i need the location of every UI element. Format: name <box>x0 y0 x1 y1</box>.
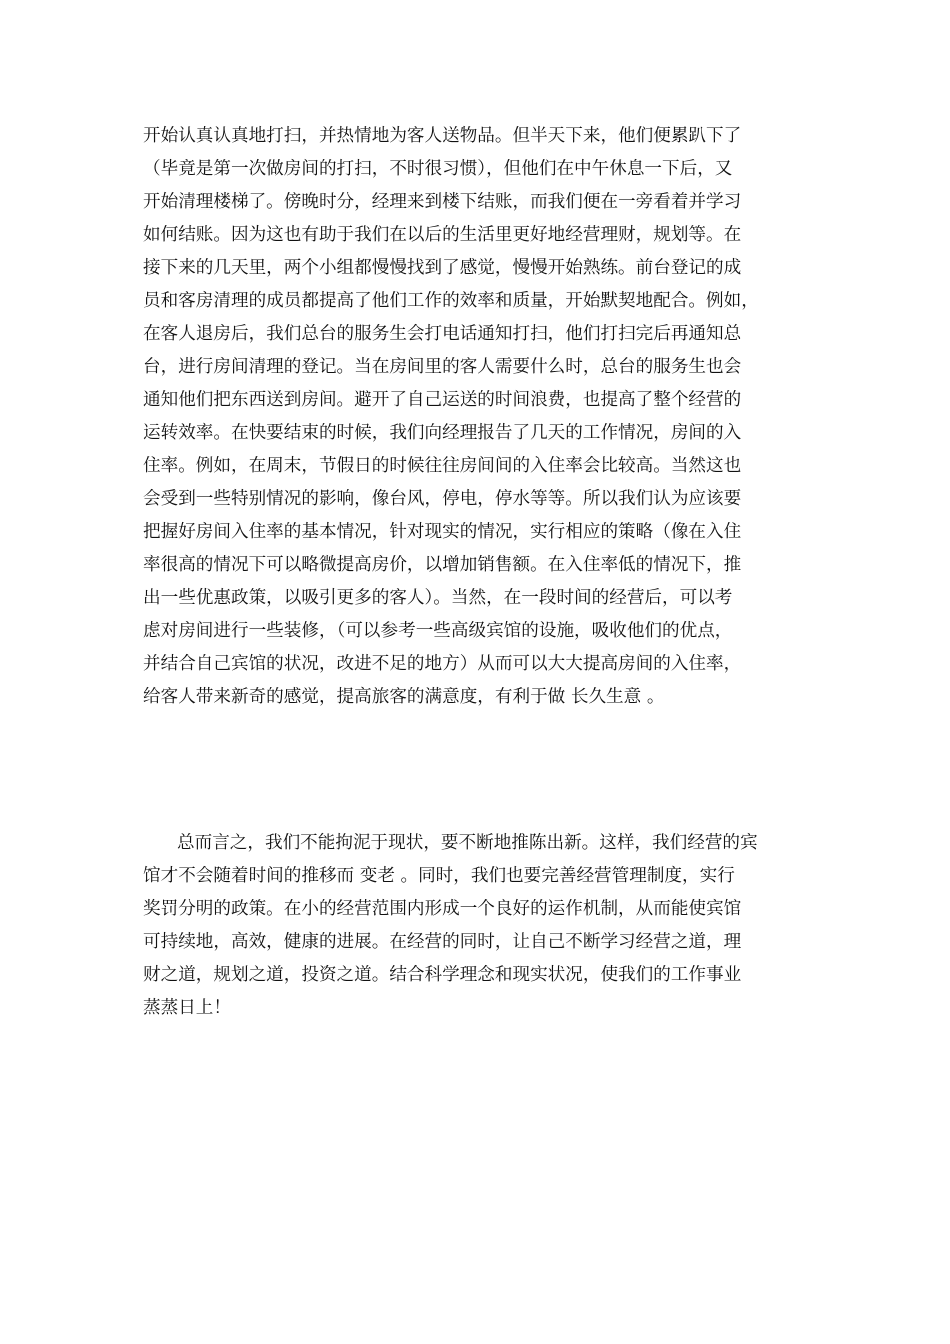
text-line: 开始认真认真地打扫，并热情地为客人送物品。但半天下来，他们便累趴下了 <box>143 126 742 146</box>
text-line: 总而言之，我们不能拘泥于现状，要不断地推陈出新。这样，我们经营的宾 <box>177 833 758 853</box>
text-line: 开始清理楼梯了。傍晚时分，经理来到楼下结账，而我们便在一旁看着并学习 <box>143 192 742 212</box>
text-line: 通知他们把东西送到房间。避开了自己运送的时间浪费，也提高了整个经营的 <box>143 390 742 410</box>
text-line: 蒸蒸日上！ <box>143 998 231 1018</box>
text-line: 把握好房间入住率的基本情况，针对现实的情况，实行相应的策略（像在入住 <box>143 522 742 542</box>
text-line: 财之道，规划之道，投资之道。结合科学理念和现实状况，使我们的工作事业 <box>143 965 742 985</box>
text-line: 住率。例如，在周末，节假日的时候往往房间间的入住率会比较高。当然这也 <box>143 456 742 476</box>
text-line: 运转效率。在快要结束的时候，我们向经理报告了几天的工作情况，房间的入 <box>143 423 742 443</box>
text-line: 接下来的几天里，两个小组都慢慢找到了感觉，慢慢开始熟练。前台登记的成 <box>143 258 742 278</box>
text-line: 率很高的情况下可以略微提高房价，以增加销售额。在入住率低的情况下，推 <box>143 555 742 575</box>
text-line: 给客人带来新奇的感觉，提高旅客的满意度，有利于做 长久生意 。 <box>143 687 665 707</box>
text-line: 出一些优惠政策，以吸引更多的客人）。当然，在一段时间的经营后，可以考 <box>143 588 733 608</box>
text-line: 馆才不会随着时间的推移而 变老 。同时，我们也要完善经营管理制度，实行 <box>143 866 735 886</box>
text-line: 台，进行房间清理的登记。当在房间里的客人需要什么时，总台的服务生也会 <box>143 357 742 377</box>
text-line: 奖罚分明的政策。在小的经营范围内形成一个良好的运作机制，从而能使宾馆 <box>143 899 742 919</box>
text-line: 如何结账。因为这也有助于我们在以后的生活里更好地经营理财，规划等。在 <box>143 225 742 245</box>
text-line: 虑对房间进行一些装修，（可以参考一些高级宾馆的设施，吸收他们的优点， <box>143 621 733 641</box>
text-line: 在客人退房后，我们总台的服务生会打电话通知打扫，他们打扫完后再通知总 <box>143 324 742 344</box>
text-line: 并结合自己宾馆的状况，改进不足的地方）从而可以大大提高房间的入住率， <box>143 654 742 674</box>
paragraph-hotel-operation <box>143 120 823 714</box>
text-line: 会受到一些特别情况的影响，像台风，停电，停水等等。所以我们认为应该要 <box>143 489 742 509</box>
text-line: （毕竟是第一次做房间的打扫，不时很习惯），但他们在中午休息一下后，又 <box>143 159 733 179</box>
text-line: 可持续地，高效，健康的进展。在经营的同时，让自己不断学习经营之道，理 <box>143 932 742 952</box>
paragraph-conclusion <box>143 827 823 1025</box>
text-line: 员和客房清理的成员都提高了他们工作的效率和质量，开始默契地配合。例如， <box>143 291 759 311</box>
